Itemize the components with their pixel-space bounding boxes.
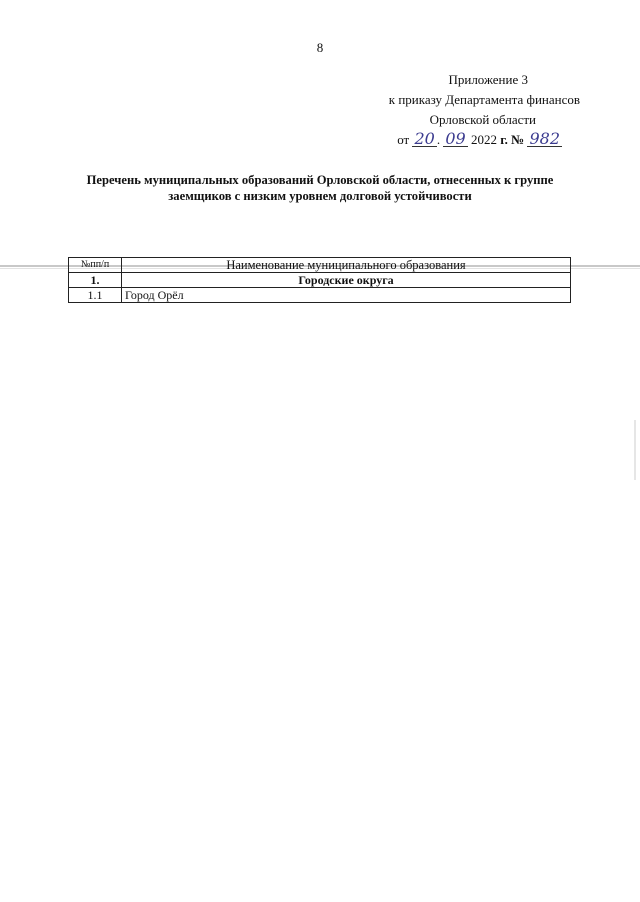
row-name: Город Орёл bbox=[122, 288, 571, 303]
appendix-date-line bbox=[370, 130, 580, 150]
date-month-handwritten: 09 bbox=[445, 129, 466, 148]
appendix-region: Орловской области bbox=[429, 112, 536, 127]
header-name: Наименование муниципального образования bbox=[122, 258, 571, 273]
group-name: Городские округа bbox=[122, 273, 571, 288]
table-header-row bbox=[69, 258, 571, 273]
municipality-table bbox=[68, 257, 571, 303]
document-title bbox=[40, 172, 600, 204]
order-number-handwritten: 982 bbox=[529, 129, 560, 148]
group-num: 1. bbox=[69, 273, 122, 288]
appendix-title: Приложение 3 bbox=[448, 72, 528, 87]
title-line-1: Перечень муниципальных образований Орловской области, отнесенных к группе bbox=[86, 173, 554, 187]
number-prefix: г. № bbox=[500, 132, 525, 147]
header-num: №пп/п bbox=[69, 258, 122, 273]
date-prefix: от bbox=[397, 132, 410, 147]
scan-edge-mark bbox=[634, 420, 636, 480]
date-year: 2022 bbox=[470, 132, 497, 147]
appendix-block bbox=[370, 70, 580, 150]
title-line-2: заемщиков с низким уровнем долговой устойчивости bbox=[168, 189, 472, 203]
page-number: 8 bbox=[316, 40, 324, 55]
table-row bbox=[69, 288, 571, 303]
row-num: 1.1 bbox=[69, 288, 122, 303]
date-separator: . bbox=[436, 132, 441, 147]
table-group-row bbox=[69, 273, 571, 288]
appendix-order-ref: к приказу Департамента финансов bbox=[388, 92, 580, 107]
date-day-handwritten: 20 bbox=[414, 129, 435, 148]
